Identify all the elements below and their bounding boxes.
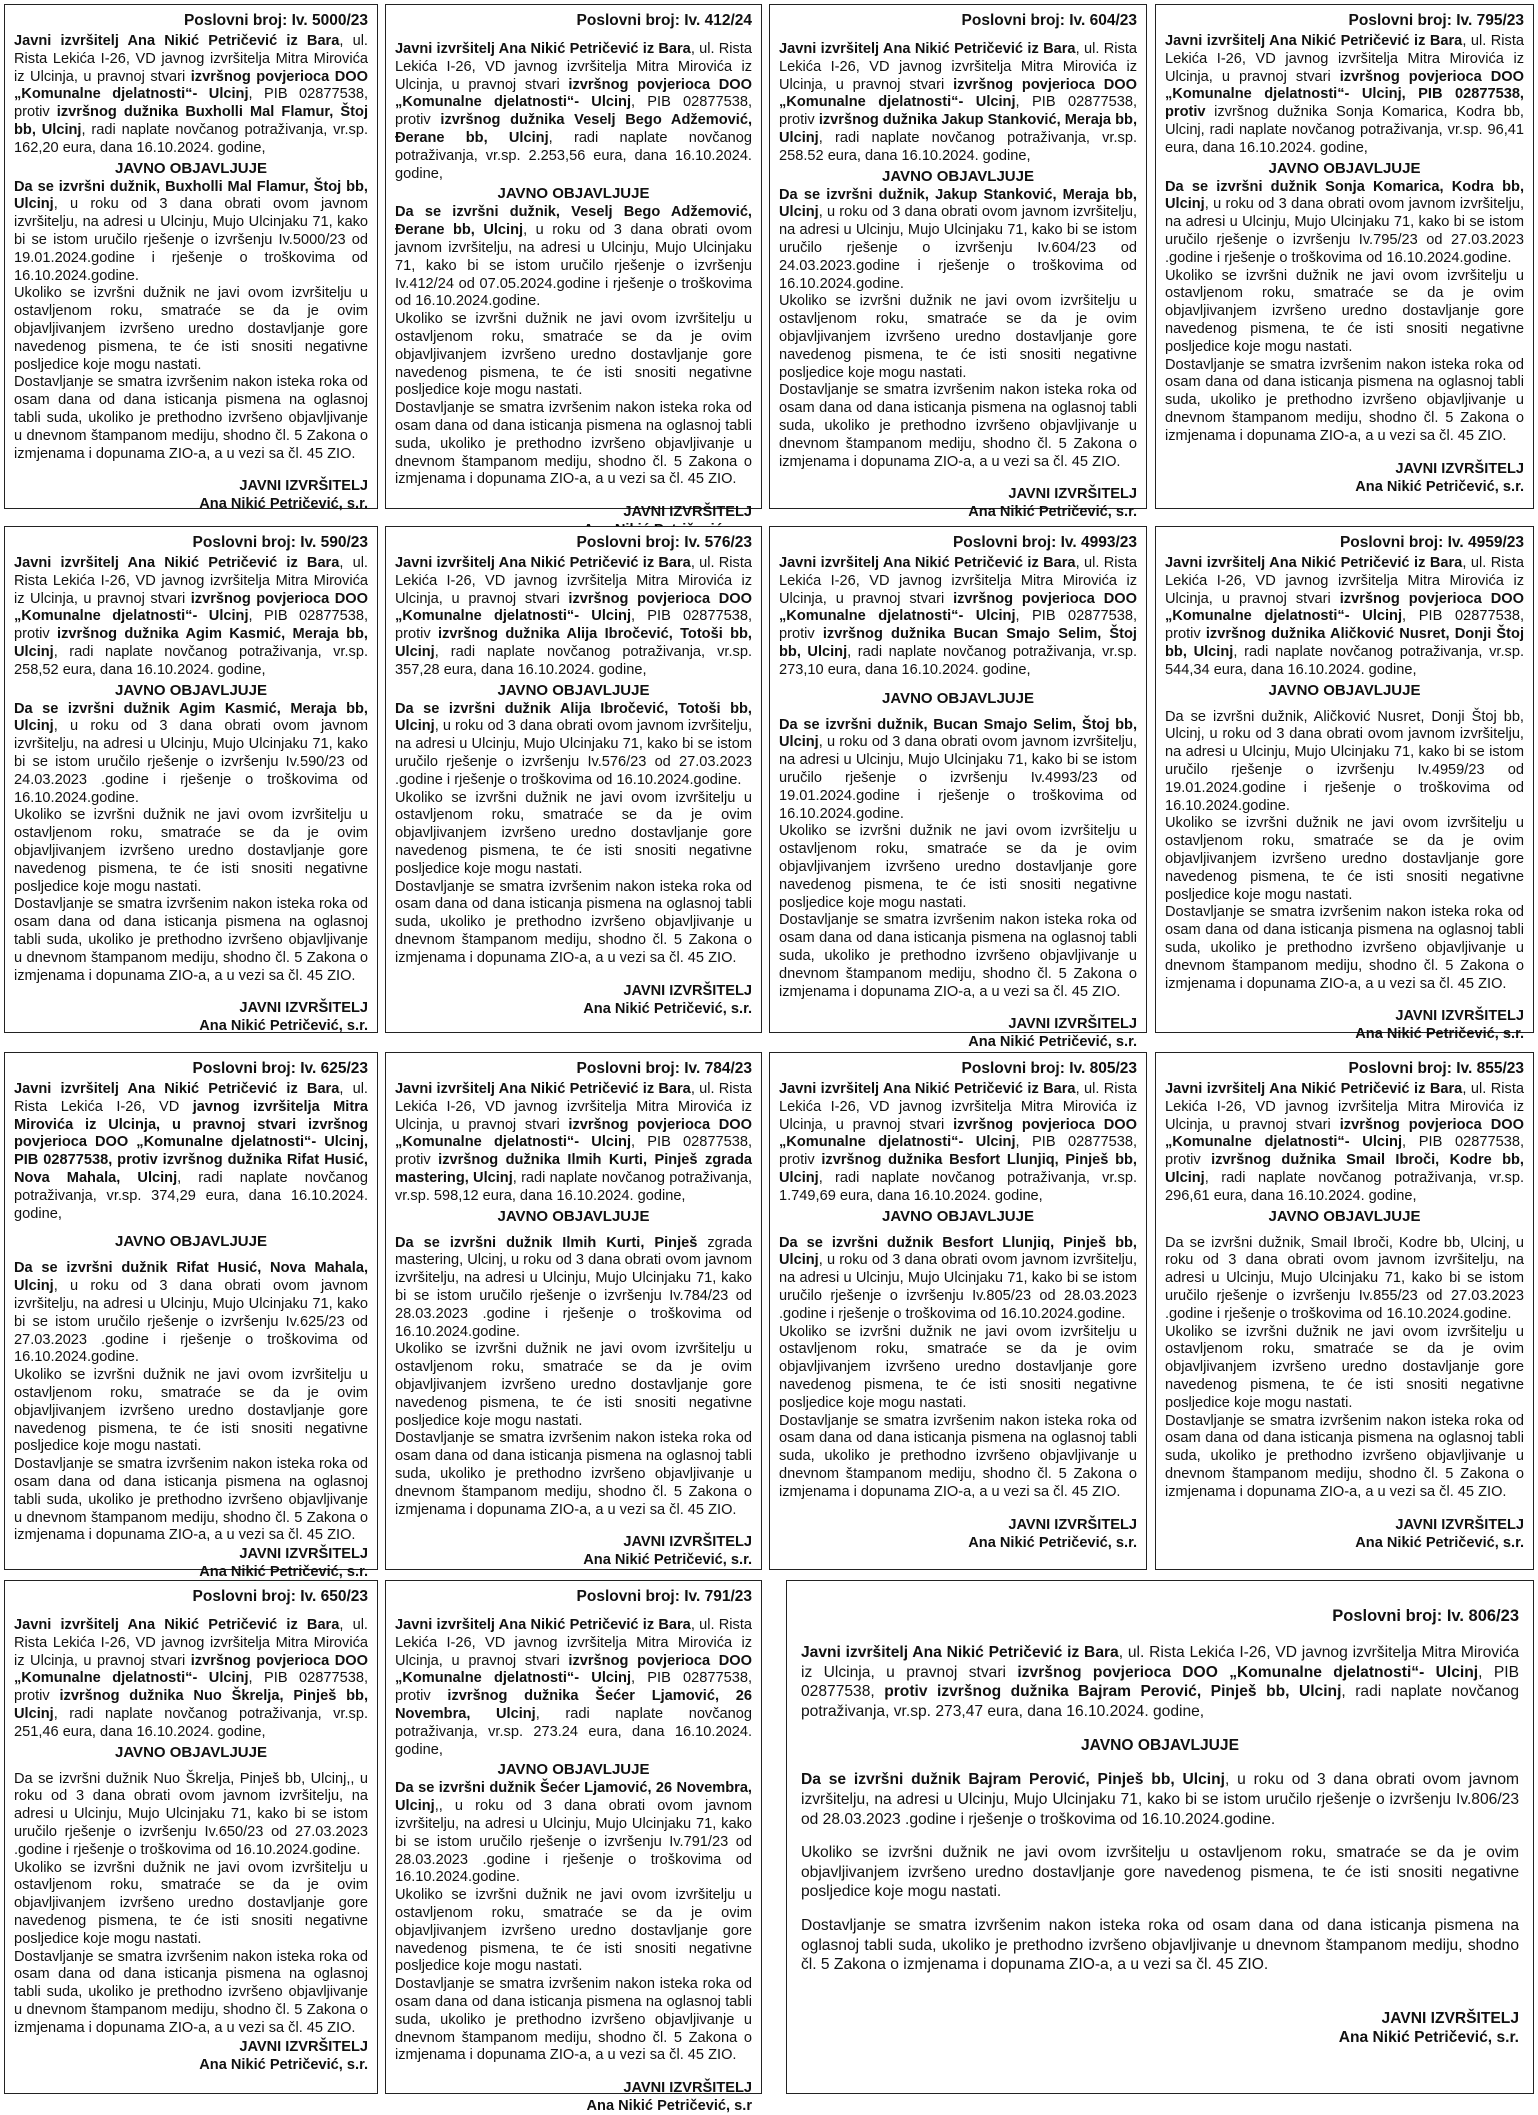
notice-signature <box>779 1516 1137 1552</box>
notice-heading: JAVNO OBJAVLJUJE <box>115 1743 267 1761</box>
notice-signature <box>779 485 1137 521</box>
pib-text: , PIB 02877538, protiv <box>1165 608 1524 643</box>
pib-text: , PIB 02877538, <box>801 1663 1519 1701</box>
notice-iv-604-23 <box>769 4 1147 521</box>
debtor-name: izvršnog dužnika Smail Ibroči, Kodre bb, Ulcinj <box>1165 1152 1524 1186</box>
bailiff-name: Javni izvršitelj Ana Nikić Petričević iz Bara <box>801 1644 1119 1661</box>
notice-intro <box>1165 555 1524 680</box>
creditor-name: izvršnog povjerioca DOO „Komunalne djelatnosti“- Ulcinj <box>14 1652 368 1687</box>
signature-title: JAVNI IZVRŠITELJ <box>623 504 752 521</box>
signature-name: Ana Nikić Petričević, s.r. <box>199 1564 368 1581</box>
pib-text: , PIB 02877538, protiv <box>395 608 752 643</box>
order-text: zgrada mastering, Ulcinj, u roku od 3 dana obrati ovom javnom izvršitelju, na adresi u Ulcinju, Mujo Ulcinjaku 71, kako bi se istom uručilo rješenje o izvršenju Iv.784/23 od 28.03.2023 .godine i rješenje o troškovima od 16.10.2024.godine. <box>395 1234 752 1340</box>
signature-title: JAVNI IZVRŠITELJ <box>623 982 752 999</box>
claim-text: , radi naplate novčanog potraživanja, vr.sp. 296,61 eura, dana 16.10.2024. godine, <box>1165 1169 1524 1204</box>
notice-iv-576-23 <box>385 526 762 1033</box>
notice-intro <box>779 41 1137 166</box>
order-debtor: Da se izvršni dužnik Šećer Ljamović, 26 Novembra, Ulcinj <box>395 1780 752 1815</box>
signature-title: JAVNI IZVRŠITELJ <box>1008 486 1137 503</box>
notice-signature <box>395 2079 752 2115</box>
order-debtor: Da se izvršni dužnik Ilmih Kurti, Pinješ <box>395 1234 698 1251</box>
debtor-name: izvršnog dužnika Aličković Nusret, Donji Štoj bb, Ulcinj <box>1165 626 1524 660</box>
bailiff-name: Javni izvršitelj Ana Nikić Petričević iz Bara <box>779 555 1076 571</box>
notice-order <box>779 1235 1137 1324</box>
order-debtor: Da se izvršni dužnik Alija Ibročević, Totoši bb, Ulcinj <box>395 700 752 735</box>
notice-heading: JAVNO OBJAVLJUJE <box>1080 1737 1239 1755</box>
notice-signature <box>779 1015 1137 1051</box>
debtor-name: izvršnog dužnika Šećer Ljamović, 26 Novembra, Ulcinj <box>395 1688 752 1722</box>
notice-iv-855-23 <box>1155 1052 1534 1570</box>
order-text: , u roku od 3 dana obrati ovom javnom izvršitelju, na adresi u Ulcinju, Mujo Ulcinjaku 71, kako bi se istom uručilo rješenje o izvršenju Iv.576/23 od 27.03.2023 .godine i rješenje o troškovima od 16.10.2024.godine. <box>395 718 752 788</box>
signature-title: JAVNI IZVRŠITELJ <box>1008 1516 1137 1533</box>
signature-title: JAVNI IZVRŠITELJ <box>623 1534 752 1551</box>
notice-warning: Ukoliko se izvršni dužnik ne javi ovom izvršitelju u ostavljenom roku, smatraće se da je ovim objavljivanjem izvršeno uredno dostavljanje gore navedenog pismena, te će isti snositi negativne posljedice koje mogu nastati. <box>779 293 1137 381</box>
intro-text: , ul. Rista Lekića I-26, VD javnog izvršitelja Mitra Mirovića iz Ulcinja, u pravnoj stvari <box>395 41 752 93</box>
debtor-name: izvršnog dužnika Besfort Llunjiq, Pinješ bb, Ulcinj <box>779 1152 1137 1186</box>
notice-intro <box>801 1643 1519 1721</box>
order-debtor: Da se izvršni dužnik Sonja Komarica, Kodra bb, Ulcinj <box>1165 178 1524 213</box>
pib-text: , PIB 02877538, protiv <box>779 608 1137 643</box>
notice-warning: Ukoliko se izvršni dužnik ne javi ovom izvršitelju u ostavljenom roku, smatraće se da je ovim objavljivanjem izvršeno uredno dostavljanje gore navedenog pismena, te će isti snositi negativne posljedice koje mogu nastati. <box>801 1844 1519 1901</box>
notice-iv-806-23 <box>786 1580 1534 2094</box>
notice-order <box>1165 179 1524 268</box>
notice-signature <box>801 2009 1519 2048</box>
order-debtor: Da se izvršni dužnik Bajram Perović, Pinješ bb, Ulcinj <box>801 1771 1225 1789</box>
bailiff-name: Javni izvršitelj Ana Nikić Petričević iz Bara <box>779 41 1076 57</box>
order-text: Da se izvršni dužnik, Aličković Nusret, Donji Štoj bb, Ulcinj, u roku od 3 dana obrati ovom javnom izvršitelju, na adresi u Ulcinju, Mujo Ulcinjaku 71, kako bi se istom uručilo rješenje o izvršenju Iv.4959/23 od 19.01.2024.godine i rješenje o troškovima od 16.10.2024.godine. <box>1165 708 1524 814</box>
intro-text: , ul. Rista Lekića I-26, VD <box>14 1081 368 1115</box>
notice-delivery: Dostavljanje se smatra izvršenim nakon isteka roka od osam dana od dana isticanja pismena na oglasnoj tabli suda, ukoliko je prethodno izvršeno objavljivanje u dnevnom štampanom mediju, shodno čl. 5 Zakona o izmjenama i dopunama ZIO-a, a u vezi sa čl. 45 ZIO. <box>395 1976 752 2064</box>
debtor-name: izvršnog dužnika Bucan Smajo Selim, Štoj bb, Ulcinj <box>779 626 1137 660</box>
notice-delivery: Dostavljanje se smatra izvršenim nakon isteka roka od osam dana od dana isticanja pismena na oglasnoj tabli suda, ukoliko je prethodno izvršeno objavljivanje u dnevnom štampanom mediju, shodno čl. 5 Zakona o izmjenama i dopunama ZIO-a, a u vezi sa čl. 45 ZIO. <box>395 1430 752 1518</box>
pib-text: , PIB 02877538, protiv <box>14 86 368 121</box>
notice-intro <box>779 555 1137 680</box>
notice-intro <box>395 555 752 680</box>
pib-text: , PIB 02877538, protiv <box>1165 1134 1524 1169</box>
notice-signature <box>14 1545 368 1581</box>
claim-text: , radi naplate novčanog potraživanja, vr.sp. 273,10 eura, dana 16.10.2024. godine, <box>779 643 1138 678</box>
creditor-name: izvršnog povjerioca DOO „Komunalne djelatnosti“- Ulcinj <box>779 590 1137 625</box>
notice-delivery: Dostavljanje se smatra izvršenim nakon isteka roka od osam dana od dana isticanja pismena na oglasnoj tabli suda, ukoliko je prethodno izvršeno objavljivanje u dnevnom štampanom mediju, shodno čl. 5 Zakona o izmjenama i dopunama ZIO-a, a u vezi sa čl. 45 ZIO. <box>1165 356 1524 444</box>
signature-title: JAVNI IZVRŠITELJ <box>239 478 368 495</box>
notice-intro <box>395 1081 752 1206</box>
intro-text: , ul. Rista Lekića I-26, VD javnog izvršitelja Mitra Mirovića iz Ulcinja, u pravnoj stvari <box>779 555 1137 607</box>
order-text: , u roku od 3 dana obrati ovom javnom izvršitelju, na adresi u Ulcinju, Mujo Ulcinjaku 71, kako bi se istom uručilo rješenje o izvršenju Iv.795/23 od 27.03.2023 .godine i rješenje o troškovima od 16.10.2024.godine. <box>1165 196 1524 266</box>
notice-signature <box>395 982 752 1018</box>
notice-order <box>395 1780 752 1887</box>
notice-delivery: Dostavljanje se smatra izvršenim nakon isteka roka od osam dana od dana isticanja pismena na oglasnoj tabli suda, ukoliko je prethodno izvršeno objavljivanje u dnevnom štampanom mediju, shodno čl. 5 Zakona o izmjenama i dopunama ZIO-a, a u vezi sa čl. 45 ZIO. <box>1165 904 1524 992</box>
bailiff-name: Javni izvršitelj Ana Nikić Petričević iz Bara <box>14 1617 340 1633</box>
pib-text: , PIB 02877538, protiv <box>395 94 752 129</box>
notice-iv-590-23 <box>4 526 378 1033</box>
intro-text: , ul. Rista Lekića I-26, VD javnog izvršitelja Mitra Mirovića iz Ulcinja, u pravnoj stvari <box>779 41 1137 93</box>
pib-text: , PIB 02877538, protiv <box>779 1134 1137 1169</box>
notice-warning: Ukoliko se izvršni dužnik ne javi ovom izvršitelju u ostavljenom roku, smatraće se da je ovim objavljivanjem izvršeno uredno dostavljanje gore navedenog pismena, te će isti snositi negativne posljedice koje mogu nastati. <box>1165 267 1524 355</box>
notice-warning: Ukoliko se izvršni dužnik ne javi ovom izvršitelju u ostavljenom roku, smatraće se da je ovim objavljivanjem izvršeno uredno dostavljanje gore navedenog pismena, te će isti snositi negativne posljedice koje mogu nastati. <box>779 823 1137 911</box>
notice-delivery: Dostavljanje se smatra izvršenim nakon isteka roka od osam dana od dana isticanja pismena na oglasnoj tabli suda, ukoliko je prethodno izvršeno objavljivanje u dnevnom štampanom mediju, shodno čl. 5 Zakona o izmjenama i dopunama ZIO-a, a u vezi sa čl. 45 ZIO. <box>14 896 368 984</box>
creditor-name: izvršnog povjerioca DOO „Komunalne djelatnosti“- Ulcinj <box>14 68 368 103</box>
notice-delivery: Dostavljanje se smatra izvršenim nakon isteka roka od osam dana od dana isticanja pismena na oglasnoj tabli suda, ukoliko je prethodno izvršeno objavljivanje u dnevnom štampanom mediju, shodno čl. 5 Zakona o izmjenama i dopunama ZIO-a, a u vezi sa čl. 45 ZIO. <box>779 912 1137 1000</box>
signature-title: JAVNI IZVRŠITELJ <box>1381 2009 1519 2027</box>
notice-warning: Ukoliko se izvršni dužnik ne javi ovom izvršitelju u ostavljenom roku, smatraće se da je ovim objavljivanjem izvršeno uredno dostavljanje gore navedenog pismena, te će isti snositi negativne posljedice koje mogu nastati. <box>395 311 752 399</box>
claim-text: izvršnog dužnika Sonja Komarica, Kodra bb, Ulcinj, radi naplate novčanog potraživanja, vr.sp. 96,41 eura, dana 16.10.2024. godine, <box>1165 104 1524 156</box>
notice-delivery: Dostavljanje se smatra izvršenim nakon isteka roka od osam dana od dana isticanja pismena na oglasnoj tabli suda, ukoliko je prethodno izvršeno objavljivanje u dnevnom štampanom mediju, shodno čl. 5 Zakona o izmjenama i dopunama ZIO-a, a u vezi sa čl. 45 ZIO. <box>1165 1412 1524 1500</box>
claim-text: , radi naplate novčanog potraživanja, vr.sp. 273,47 eura, dana 16.10.2024. godine, <box>801 1683 1520 1720</box>
order-text: , u roku od 3 dana obrati ovom javnom izvršitelju, na adresi u Ulcinju, Mujo Ulcinjaku 71, kako bi se istom uručilo rješenje o izvršenju Iv.806/23 od 28.03.2023 .godine i rješenje o troškovima od 16.10.2024.godine. <box>801 1771 1519 1828</box>
bailiff-name: Javni izvršitelj Ana Nikić Petričević iz Bara <box>14 555 340 571</box>
creditor-name: izvršnog povjerioca DOO „Komunalne djelatnosti“- Ulcinj, PIB 02877538, protiv <box>1165 68 1524 121</box>
bailiff-name: Javni izvršitelj Ana Nikić Petričević iz Bara <box>14 33 340 49</box>
notice-reference-number: Poslovni broj: Iv. 855/23 <box>1348 1060 1524 1077</box>
creditor-name: izvršnog povjerioca DOO „Komunalne djelatnosti“- Ulcinj <box>395 1652 753 1687</box>
signature-name: Ana Nikić Petričević, s.r. <box>199 496 368 513</box>
notice-iv-4993-23 <box>769 526 1147 1051</box>
debtor-name: protiv izvršnog dužnika Bajram Perović, Pinješ bb, Ulcinj <box>884 1683 1342 1701</box>
notice-intro <box>395 1617 752 1759</box>
signature-name: Ana Nikić Petričević, s.r. <box>968 504 1137 521</box>
pib-text: , PIB 02877538, protiv <box>14 608 368 643</box>
notice-intro <box>395 41 752 183</box>
notice-reference-number: Poslovni broj: Iv. 806/23 <box>1332 1607 1519 1625</box>
notice-iv-784-23 <box>385 1052 762 1570</box>
claim-text: , radi naplate novčanog potraživanja, vr.sp. 258.52 eura, dana 16.10.2024. godine, <box>779 129 1137 164</box>
creditor-name: izvršnog povjerioca DOO „Komunalne djelatnosti“- Ulcinj <box>1017 1663 1479 1681</box>
signature-name: Ana Nikić Petričević, s.r. <box>1355 1026 1524 1043</box>
creditor-name: izvršnog povjerioca DOO „Komunalne djelatnosti“- Ulcinj <box>395 76 753 111</box>
notice-warning: Ukoliko se izvršni dužnik ne javi ovom izvršitelju u ostavljenom roku, smatraće se da je ovim objavljivanjem izvršeno uredno dostavljanje gore navedenog pismena, te će isti snositi negativne posljedice koje mogu nastati. <box>14 1367 368 1455</box>
notice-reference-number: Poslovni broj: Iv. 4993/23 <box>952 534 1137 551</box>
notice-order <box>395 701 752 790</box>
notice-reference-number: Poslovni broj: Iv. 412/24 <box>576 12 752 29</box>
intro-text: , ul. Rista Lekića I-26, VD javnog izvršitelja Mitra Mirovića iz Ulcinja, u pravnoj stvari <box>14 1617 368 1669</box>
notice-heading: JAVNO OBJAVLJUJE <box>1268 159 1421 177</box>
notice-reference-number: Poslovni broj: Iv. 650/23 <box>192 1588 368 1605</box>
pib-text: , PIB 02877538, protiv <box>779 94 1137 129</box>
notice-delivery: Dostavljanje se smatra izvršenim nakon isteka roka od osam dana od dana isticanja pismena na oglasnoj tabli suda, ukoliko je prethodno izvršeno objavljivanje u dnevnom štampanom mediju, shodno čl. 5 Zakona o izmjenama i dopunama ZIO-a, a u vezi sa čl. 45 ZIO. <box>14 1456 368 1544</box>
bailiff-name: Javni izvršitelj Ana Nikić Petričević iz Bara <box>1165 555 1463 571</box>
bailiff-name: Javni izvršitelj Ana Nikić Petričević iz Bara <box>395 1617 691 1633</box>
signature-name: Ana Nikić Petričević, s.r. <box>199 2056 368 2073</box>
notice-iv-805-23 <box>769 1052 1147 1570</box>
claim-text: , radi naplate novčanog potraživanja, vr.sp. 251,46 eura, dana 16.10.2024. godine, <box>14 1705 368 1740</box>
debtor-name: izvršnog dužnika Agim Kasmić, Meraja bb, Ulcinj <box>14 626 368 660</box>
intro-text: , ul. Rista Lekića I-26, VD javnog izvršitelja Mitra Mirovića iz Ulcinja, u pravnoj stvari <box>395 1081 752 1133</box>
notice-order <box>779 187 1137 294</box>
creditor-name: izvršnog povjerioca DOO „Komunalne djelatnosti“- Ulcinj <box>1165 590 1524 625</box>
intro-text: , ul. Rista Lekića I-26, VD javnog izvršitelja Mitra Mirovića iz Ulcinja, u pravnoj stvari <box>1165 1081 1524 1133</box>
order-debtor: Da se izvršni dužnik, Bucan Smajo Selim, Štoj bb, Ulcinj <box>779 716 1137 751</box>
notice-signature <box>1165 1007 1524 1043</box>
signature-name: Ana Nikić Petričević, s.r. <box>968 1034 1137 1051</box>
bailiff-name: Javni izvršitelj Ana Nikić Petričević iz Bara <box>14 1081 340 1097</box>
creditor-name: izvršnog povjerioca DOO „Komunalne djelatnosti“- Ulcinj <box>779 76 1137 111</box>
bailiff-name: Javni izvršitelj Ana Nikić Petričević iz Bara <box>395 41 691 57</box>
claim-text: , radi naplate novčanog potraživanja, vr.sp. 357,28 eura, dana 16.10.2024. godine, <box>395 643 752 678</box>
notice-signature <box>1165 460 1524 496</box>
notice-iv-795-23 <box>1155 4 1534 509</box>
creditor-name: izvršnog povjerioca DOO „Komunalne djelatnosti“- Ulcinj <box>779 1116 1137 1151</box>
signature-title: JAVNI IZVRŠITELJ <box>1395 460 1524 477</box>
notice-warning: Ukoliko se izvršni dužnik ne javi ovom izvršitelju u ostavljenom roku, smatraće se da je ovim objavljivanjem izvršeno uredno dostavljanje gore navedenog pismena, te će isti snositi negativne posljedice koje mogu nastati. <box>14 285 368 373</box>
debtor-name: izvršnog dužnika Nuo Škrelja, Pinješ bb, Ulcinj <box>14 1688 368 1722</box>
notice-iv-4959-23 <box>1155 526 1534 1043</box>
notice-delivery: Dostavljanje se smatra izvršenim nakon isteka roka od osam dana od dana isticanja pismena na oglasnoj tabli suda, ukoliko je prethodno izvršeno objavljivanje u dnevnom štampanom mediju, shodno čl. 5 Zakona o izmjenama i dopunama ZIO-a, a u vezi sa čl. 45 ZIO. <box>14 374 368 462</box>
pib-text: , PIB 02877538, protiv <box>14 1670 368 1705</box>
signature-title: JAVNI IZVRŠITELJ <box>623 2080 752 2097</box>
signature-name: Ana Nikić Petričević, s.r. <box>968 1534 1137 1551</box>
signature-title: JAVNI IZVRŠITELJ <box>1008 1016 1137 1033</box>
debtor-name: izvršnog dužnika Buxholli Mal Flamur, Štoj bb, Ulcinj <box>14 104 368 138</box>
notice-intro <box>779 1081 1137 1206</box>
intro-text: , ul. Rista Lekića I-26, VD javnog izvršitelja Mitra Mirovića iz Ulcinja, u pravnoj stvari <box>1165 33 1524 85</box>
creditor-name: javnog izvršitelja Mitra Mirovića iz Ulcinja, u pravnoj stvari izvršnog povjerioca DOO „Komunalne djelatnosti“- Ulcinj, PIB 02877538, protiv izvršnog dužnika Rifat Husić, Nova Mahala, Ulcinj <box>14 1098 368 1186</box>
creditor-name: izvršnog povjerioca DOO „Komunalne djelatnosti“- Ulcinj <box>1165 1116 1524 1151</box>
notice-warning: Ukoliko se izvršni dužnik ne javi ovom izvršitelju u ostavljenom roku, smatraće se da je ovim objavljivanjem izvršeno uredno dostavljanje gore navedenog pismena, te će isti snositi negativne posljedice koje mogu nastati. <box>1165 815 1524 903</box>
notice-heading: JAVNO OBJAVLJUJE <box>497 1207 650 1225</box>
signature-name: Ana Nikić Petričević, s.r. <box>1338 2029 1519 2047</box>
intro-text: , ul. Rista Lekića I-26, VD javnog izvršitelja Mitra Mirovića iz Ulcinja, u pravnoj stvari <box>395 1617 752 1669</box>
order-debtor: Da se izvršni dužnik, Veselj Bego Adžemović, Đerane bb, Ulcinj <box>395 204 752 239</box>
order-text: , u roku od 3 dana obrati ovom javnom izvršitelju, na adresi u Ulcinju, Mujo Ulcinjaku 71, kako bi se istom uručilo rješenje o izvršenju Iv.5000/23 od 19.01.2024.godine i rješenje o troškovima od 16.10.2024.godine. <box>14 196 368 284</box>
notice-intro <box>14 1617 368 1742</box>
notice-reference-number: Poslovni broj: Iv. 5000/23 <box>183 12 368 29</box>
signature-name: Ana Nikić Petričević, s.r. <box>583 1552 752 1569</box>
bailiff-name: Javni izvršitelj Ana Nikić Petričević iz Bara <box>395 1081 691 1097</box>
order-text: , u roku od 3 dana obrati ovom javnom izvršitelju, na adresi u Ulcinju, Mujo Ulcinjaku 71, kako bi se istom uručilo rješenje o izvršenju Iv.412/24 od 07.05.2024.godine i rješenje o troškovima od 16.10.2024.godine. <box>395 222 752 310</box>
signature-name: Ana Nikić Petričević, s.r. <box>583 1000 752 1017</box>
notice-intro <box>1165 33 1524 158</box>
intro-text: , ul. Rista Lekića I-26, VD javnog izvršitelja Mitra Mirovića iz Ulcinja, u pravnoj stvari <box>395 555 752 607</box>
notice-heading: JAVNO OBJAVLJUJE <box>115 159 267 177</box>
notice-warning: Ukoliko se izvršni dužnik ne javi ovom izvršitelju u ostavljenom roku, smatraće se da je ovim objavljivanjem izvršeno uredno dostavljanje gore navedenog pismena, te će isti snositi negativne posljedice koje mogu nastati. <box>395 1341 752 1429</box>
notice-iv-791-23 <box>385 1580 762 2115</box>
notice-heading: JAVNO OBJAVLJUJE <box>882 167 1034 185</box>
notice-delivery: Dostavljanje se smatra izvršenim nakon isteka roka od osam dana od dana isticanja pismena na oglasnoj tabli suda, ukoliko je prethodno izvršeno objavljivanje u dnevnom štampanom mediju, shodno čl. 5 Zakona o izmjenama i dopunama ZIO-a, a u vezi sa čl. 45 ZIO. <box>801 1916 1519 1974</box>
notice-heading: JAVNO OBJAVLJUJE <box>1268 1207 1421 1225</box>
pib-text: , PIB 02877538, protiv <box>395 1670 752 1705</box>
creditor-name: izvršnog povjerioca DOO „Komunalne djelatnosti“- Ulcinj <box>395 590 753 625</box>
signature-name: Ana Nikić Petričević, s.r. <box>1355 478 1524 495</box>
notice-order <box>14 179 368 286</box>
notice-iv-650-23 <box>4 1580 378 2094</box>
signature-name: Ana Nikić Petričević, s.r. <box>1355 1534 1524 1551</box>
notice-signature <box>1165 1516 1524 1552</box>
order-debtor: Da se izvršni dužnik, Buxholli Mal Flamur, Štoj bb, Ulcinj <box>14 178 368 213</box>
signature-title: JAVNI IZVRŠITELJ <box>239 2038 368 2055</box>
debtor-name: izvršnog dužnika Veselj Bego Adžemović, Đerane bb, Ulcinj <box>395 112 753 146</box>
notice-heading: JAVNO OBJAVLJUJE <box>1268 681 1421 699</box>
notice-order <box>14 1771 368 1860</box>
debtor-name: izvršnog dužnika Ilmih Kurti, Pinješ zgrada mastering, Ulcinj <box>395 1152 752 1186</box>
notice-warning: Ukoliko se izvršni dužnik ne javi ovom izvršitelju u ostavljenom roku, smatraće se da je ovim objavljivanjem izvršeno uredno dostavljanje gore navedenog pismena, te će isti snositi negativne posljedice koje mogu nastati. <box>395 789 752 877</box>
order-text: , u roku od 3 dana obrati ovom javnom izvršitelju, na adresi u Ulcinju, Mujo Ulcinjaku 71, kako bi se istom uručilo rješenje o izvršenju Iv.590/23 od 24.03.2023 .godine i rješenje o troškovima od 16.10.2024.godine. <box>14 718 368 806</box>
notice-signature <box>14 2038 368 2074</box>
intro-text: , ul. Rista Lekića I-26, VD javnog izvršitelja Mitra Mirovića iz Ulcinja, u pravnoj stvari <box>801 1644 1519 1681</box>
notice-reference-number: Poslovni broj: Iv. 590/23 <box>192 534 368 551</box>
signature-name: Ana Nikić Petričević, s.r. <box>199 1018 368 1035</box>
notice-heading: JAVNO OBJAVLJUJE <box>115 681 267 699</box>
intro-text: , ul. Rista Lekića I-26, VD javnog izvršitelja Mitra Mirovića iz Ulcinja, u pravnoj stvari <box>779 1081 1137 1133</box>
signature-title: JAVNI IZVRŠITELJ <box>1395 1516 1524 1533</box>
claim-text: , radi naplate novčanog potraživanja, vr.sp. 598,12 eura, dana 16.10.2024. godine, <box>395 1169 753 1204</box>
notice-delivery: Dostavljanje se smatra izvršenim nakon isteka roka od osam dana od dana isticanja pismena na oglasnoj tabli suda, ukoliko je prethodno izvršeno objavljivanje u dnevnom štampanom mediju, shodno čl. 5 Zakona o izmjenama i dopunama ZIO-a, a u vezi sa čl. 45 ZIO. <box>395 878 752 966</box>
claim-text: , radi naplate novčanog potraživanja, vr.sp. 544,34 eura, dana 16.10.2024. godine, <box>1165 643 1525 678</box>
notice-reference-number: Poslovni broj: Iv. 791/23 <box>576 1588 752 1605</box>
pib-text <box>1206 104 1215 120</box>
notice-heading: JAVNO OBJAVLJUJE <box>497 1761 650 1779</box>
signature-title: JAVNI IZVRŠITELJ <box>1395 1008 1524 1025</box>
notice-heading: JAVNO OBJAVLJUJE <box>882 689 1034 707</box>
notice-intro <box>14 555 368 680</box>
signature-name: Ana Nikić Petričević, s.r <box>586 2098 752 2115</box>
notice-order <box>801 1770 1519 1829</box>
claim-text: , radi naplate novčanog potraživanja, vr.sp. 162,20 eura, dana 16.10.2024. godine, <box>14 121 368 156</box>
order-debtor: Da se izvršni dužnik, Jakup Stanković, Meraja bb, Ulcinj <box>779 186 1137 221</box>
notice-delivery: Dostavljanje se smatra izvršenim nakon isteka roka od osam dana od dana isticanja pismena na oglasnoj tabli suda, ukoliko je prethodno izvršeno objavljivanje u dnevnom štampanom mediju, shodno čl. 5 Zakona o izmjenama i dopunama ZIO-a, a u vezi sa čl. 45 ZIO. <box>395 400 752 488</box>
pib-text: , PIB 02877538, protiv <box>395 1134 752 1169</box>
order-text: , u roku od 3 dana obrati ovom javnom izvršitelju, na adresi u Ulcinju, Mujo Ulcinjaku 71, kako bi se istom uručilo rješenje o izvršenju Iv.805/23 od 28.03.2023 .godine i rješenje o troškovima od 16.10.2024.godine. <box>779 1252 1137 1322</box>
notice-intro <box>14 33 368 158</box>
claim-text: , radi naplate novčanog potraživanja, vr.sp. 1.749,69 eura, dana 16.10.2024. godine, <box>779 1169 1137 1204</box>
order-text: , u roku od 3 dana obrati ovom javnom izvršitelju, na adresi u Ulcinju, Mujo Ulcinjaku 71, kako bi se istom uručilo rješenje o izvršenju Iv.4993/23 od 19.01.2024.godine i rješenje o troškovima od 16.10.2024.godine. <box>779 734 1137 822</box>
notice-warning: Ukoliko se izvršni dužnik ne javi ovom izvršitelju u ostavljenom roku, smatraće se da je ovim objavljivanjem izvršeno uredno dostavljanje gore navedenog pismena, te će isti snositi negativne posljedice koje mogu nastati. <box>14 807 368 895</box>
notice-heading: JAVNO OBJAVLJUJE <box>882 1207 1034 1225</box>
notice-reference-number: Poslovni broj: Iv. 4959/23 <box>1339 534 1524 551</box>
claim-text: , radi naplate novčanog potraživanja, vr.sp. 273.24 eura, dana 16.10.2024. godine, <box>395 1705 752 1758</box>
notice-heading: JAVNO OBJAVLJUJE <box>115 1233 267 1251</box>
bailiff-name: Javni izvršitelj Ana Nikić Petričević iz Bara <box>1165 33 1463 49</box>
notice-order <box>14 701 368 808</box>
bailiff-name: Javni izvršitelj Ana Nikić Petričević iz Bara <box>395 555 691 571</box>
notice-warning: Ukoliko se izvršni dužnik ne javi ovom izvršitelju u ostavljenom roku, smatraće se da je ovim objavljivanjem izvršeno uredno dostavljanje gore navedenog pismena, te će isti snositi negativne posljedice koje mogu nastati. <box>395 1887 752 1975</box>
notice-delivery: Dostavljanje se smatra izvršenim nakon isteka roka od osam dana od dana isticanja pismena na oglasnoj tabli suda, ukoliko je prethodno izvršeno objavljivanje u dnevnom štampanom mediju, shodno čl. 5 Zakona o izmjenama i dopunama ZIO-a, a u vezi sa čl. 45 ZIO. <box>14 1948 368 2036</box>
order-text: Da se izvršni dužnik, Smail Ibroči, Kodre bb, Ulcinj, u roku od 3 dana obrati ovom javnom izvršitelju, na adresi u Ulcinju, Mujo Ulcinjaku 71, kako bi se istom uručilo rješenje o izvršenju Iv.855/23 od 27.03.2023 .godine i rješenje o troškovima od 16.10.2024.godine. <box>1165 1234 1524 1322</box>
claim-text: , radi naplate novčanog potraživanja, vr.sp. 2.253,56 eura, dana 16.10.2024. godine, <box>395 129 752 182</box>
order-debtor: Da se izvršni dužnik Rifat Husić, Nova Mahala, Ulcinj <box>14 1260 368 1295</box>
bailiff-name: Javni izvršitelj Ana Nikić Petričević iz Bara <box>779 1081 1076 1097</box>
claim-text: , radi naplate novčanog potraživanja, vr.sp. 258,52 eura, dana 16.10.2024. godine, <box>14 643 368 678</box>
order-text: ,, u roku od 3 dana obrati ovom javnom izvršitelju, na adresi u Ulcinju, Mujo Ulcinjaku 71, kako bi se istom uručilo rješenje o izvršenju Iv.791/23 od 28.03.2023 .godine i rješenje o troškovima od 16.10.2024.godine. <box>395 1798 752 1886</box>
debtor-name: izvršnog dužnika Jakup Stanković, Meraja bb, Ulcinj <box>779 112 1138 146</box>
notice-reference-number: Poslovni broj: Iv. 795/23 <box>1348 12 1524 29</box>
notice-intro <box>1165 1081 1524 1206</box>
notice-iv-625-23 <box>4 1052 378 1581</box>
intro-text: , ul. Rista Lekića I-26, VD javnog izvršitelja Mitra Mirovića iz Ulcinja, u pravnoj stvari <box>14 555 368 607</box>
notice-reference-number: Poslovni broj: Iv. 784/23 <box>576 1060 752 1077</box>
notice-signature <box>14 477 368 513</box>
order-text: , u roku od 3 dana obrati ovom javnom izvršitelju, na adresi u Ulcinju, Mujo Ulcinjaku 71, kako bi se istom uručilo rješenje o izvršenju Iv.604/23 od 24.03.2023.godine i rješenje o troškovima od 16.10.2024.godine. <box>779 204 1137 292</box>
notice-warning: Ukoliko se izvršni dužnik ne javi ovom izvršitelju u ostavljenom roku, smatraće se da je ovim objavljivanjem izvršeno uredno dostavljanje gore navedenog pismena, te će isti snositi negativne posljedice koje mogu nastati. <box>14 1859 368 1947</box>
notice-intro <box>14 1081 368 1223</box>
notice-reference-number: Poslovni broj: Iv. 576/23 <box>576 534 752 551</box>
notice-order <box>1165 1235 1524 1324</box>
claim-text: , radi naplate novčanog potraživanja, vr.sp. 374,29 eura, dana 16.10.2024. godine, <box>14 1169 368 1222</box>
creditor-name: izvršnog povjerioca DOO „Komunalne djelatnosti“- Ulcinj <box>14 590 368 625</box>
signature-title: JAVNI IZVRŠITELJ <box>239 1000 368 1017</box>
notice-order <box>1165 709 1524 816</box>
intro-text: , ul. Rista Lekića I-26, VD javnog izvršitelja Mitra Mirovića iz Ulcinja, u pravnoj stvari <box>14 33 368 85</box>
notice-reference-number: Poslovni broj: Iv. 625/23 <box>192 1060 368 1077</box>
debtor-name: izvršnog dužnika Alija Ibročević, Totoši bb, Ulcinj <box>395 626 752 660</box>
notice-iv-5000-23 <box>4 4 378 513</box>
notice-order <box>14 1260 368 1367</box>
order-debtor: Da se izvršni dužnik Agim Kasmić, Meraja bb, Ulcinj <box>14 700 368 735</box>
bailiff-name: Javni izvršitelj Ana Nikić Petričević iz Bara <box>1165 1081 1463 1097</box>
order-debtor: Da se izvršni dužnik Besfort Llunjiq, Pinješ bb, Ulcinj <box>779 1234 1137 1269</box>
signature-title: JAVNI IZVRŠITELJ <box>239 1546 368 1563</box>
notice-signature <box>14 999 368 1035</box>
notice-warning: Ukoliko se izvršni dužnik ne javi ovom izvršitelju u ostavljenom roku, smatraće se da je ovim objavljivanjem izvršeno uredno dostavljanje gore navedenog pismena, te će isti snositi negativne posljedice koje mogu nastati. <box>779 1323 1137 1411</box>
order-text: , u roku od 3 dana obrati ovom javnom izvršitelju, na adresi u Ulcinju, Mujo Ulcinjaku 71, kako bi se istom uručilo rješenje o izvršenju Iv.625/23 od 27.03.2023 .godine i rješenje o troškovima od 16.10.2024.godine. <box>14 1278 368 1366</box>
intro-text: , ul. Rista Lekića I-26, VD javnog izvršitelja Mitra Mirovića iz Ulcinja, u pravnoj stvari <box>1165 555 1524 607</box>
notice-order <box>395 1235 752 1342</box>
notice-delivery: Dostavljanje se smatra izvršenim nakon isteka roka od osam dana od dana isticanja pismena na oglasnoj tabli suda, ukoliko je prethodno izvršeno objavljivanje u dnevnom štampanom mediju, shodno čl. 5 Zakona o izmjenama i dopunama ZIO-a, a u vezi sa čl. 45 ZIO. <box>779 382 1137 470</box>
notice-order <box>395 204 752 311</box>
notice-heading: JAVNO OBJAVLJUJE <box>497 185 650 203</box>
notice-delivery: Dostavljanje se smatra izvršenim nakon isteka roka od osam dana od dana isticanja pismena na oglasnoj tabli suda, ukoliko je prethodno izvršeno objavljivanje u dnevnom štampanom mediju, shodno čl. 5 Zakona o izmjenama i dopunama ZIO-a, a u vezi sa čl. 45 ZIO. <box>779 1412 1137 1500</box>
notice-signature <box>395 1533 752 1569</box>
notice-reference-number: Poslovni broj: Iv. 805/23 <box>961 1060 1137 1077</box>
notice-order <box>779 717 1137 824</box>
notice-heading: JAVNO OBJAVLJUJE <box>497 681 650 699</box>
order-text: Da se izvršni dužnik Nuo Škrelja, Pinješ bb, Ulcinj,, u roku od 3 dana obrati ovom javnom izvršitelju, na adresi u Ulcinju, Mujo Ulcinjaku 71, kako bi se istom uručilo rješenje o izvršenju Iv.650/23 od 27.03.2023 .godine i rješenje o troškovima od 16.10.2024.godine. <box>14 1770 368 1858</box>
creditor-name: izvršnog povjerioca DOO „Komunalne djelatnosti“- Ulcinj <box>395 1116 753 1151</box>
notice-iv-412-24 <box>385 4 762 521</box>
notice-reference-number: Poslovni broj: Iv. 604/23 <box>961 12 1137 29</box>
notice-warning: Ukoliko se izvršni dužnik ne javi ovom izvršitelju u ostavljenom roku, smatraće se da je ovim objavljivanjem izvršeno uredno dostavljanje gore navedenog pismena, te će isti snositi negativne posljedice koje mogu nastati. <box>1165 1323 1524 1411</box>
